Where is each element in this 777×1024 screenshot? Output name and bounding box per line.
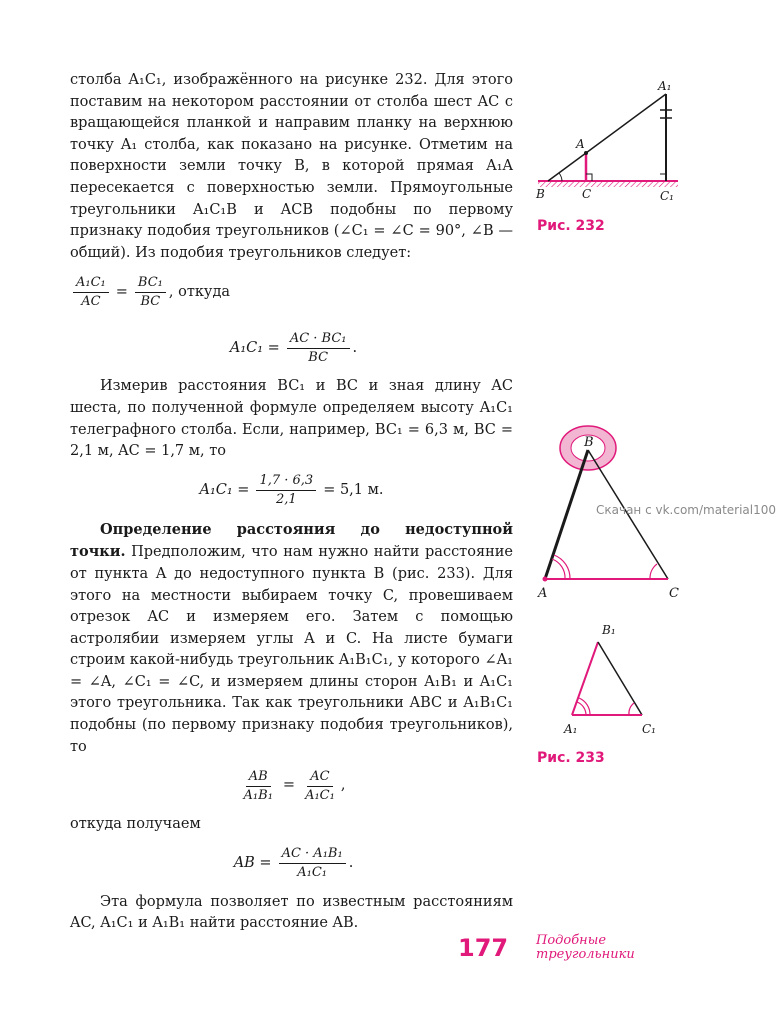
paragraph-5: Эта формула позволяет по известным расстояниям AC, A₁C₁ и A₁B₁ найти расстояние AB. bbox=[70, 893, 513, 932]
label-a1: A₁ bbox=[658, 79, 672, 93]
angle-b-arc bbox=[559, 173, 562, 181]
figure-232 bbox=[530, 78, 690, 208]
numerator: BC₁ bbox=[135, 275, 166, 293]
denominator: BC bbox=[308, 349, 329, 365]
formula-ratio-1 bbox=[70, 264, 513, 320]
formula-suffix: , bbox=[340, 777, 346, 794]
figure-233 bbox=[530, 420, 690, 740]
numerator: AC · BC₁ bbox=[287, 331, 350, 349]
numerator: AB bbox=[246, 769, 271, 787]
denominator: AC bbox=[81, 293, 101, 309]
label-a: A bbox=[538, 586, 548, 601]
formula-distance bbox=[70, 836, 513, 892]
fraction bbox=[241, 769, 276, 804]
equals-sign: = bbox=[115, 283, 128, 300]
paragraph-3-text: Предположим, что нам нужно найти расстояние от пункта A до недоступного пункта B (рис. 233). Для этого на местности выбираем точку C, провешиваем отрезок AC и измеряем его. Затем с помощью астролябии измеряем углы A и C. На листе бумаги строим какой-нибудь треугольник A₁B₁C₁, у которого ∠A₁ = ∠A, ∠C₁ = ∠C, и измеряем длины сторон A₁B₁ и A₁C₁ этого треугольника. Так как треугольники ABC и A₁B₁C₁ подобны (по первому признаку подобия треугольников), то bbox=[70, 544, 513, 755]
page-number: 177 bbox=[458, 934, 509, 962]
formula-height bbox=[70, 320, 513, 376]
main-text bbox=[70, 70, 513, 935]
label-b: B bbox=[536, 187, 545, 201]
numerator: AC · A₁B₁ bbox=[279, 846, 346, 864]
denominator: A₁C₁ bbox=[305, 787, 335, 803]
angle-a-arc bbox=[552, 559, 565, 579]
formula-lhs: AB = bbox=[233, 855, 272, 872]
numerator: A₁C₁ bbox=[73, 275, 109, 293]
label-b1: B₁ bbox=[602, 623, 616, 637]
denominator: A₁B₁ bbox=[243, 787, 273, 803]
caption-fig-233: Рис. 233 bbox=[537, 750, 605, 766]
side-a1b1 bbox=[572, 642, 598, 715]
paragraph-1: столба A₁C₁, изображённого на рисунке 232. Для этого поставим на некотором расстоянии от столба шест AC с вращающейся планкой и направим планку на верхнюю точку A₁ столба, как показано на рисунке. Отметим на поверхности земли точку B, в которой прямая A₁A пересекается с поверхностью земли. Прямоугольные треугольники A₁C₁B и ACB подобны по первому признаку подобия треугольников (∠C₁ = ∠C = 90°, ∠B — общий). Из подобия треугольников следует: bbox=[70, 72, 513, 261]
point-a bbox=[543, 577, 548, 582]
label-a1: A₁ bbox=[564, 722, 578, 736]
angle-c1-arc bbox=[629, 703, 634, 715]
angle-a1-arc bbox=[577, 702, 586, 715]
fraction bbox=[256, 473, 316, 508]
chapter-title-line-2: треугольники bbox=[536, 947, 635, 962]
paragraph-2: Измерив расстояния BC₁ и BC и зная длину AC шеста, по полученной формуле определяем высоту A₁C₁ телеграфного столба. Если, например, BC₁ = 6,3 м, BC = 2,1 м, AC = 1,7 м, то bbox=[70, 378, 513, 460]
label-c1: C₁ bbox=[642, 722, 656, 736]
formula-lhs: A₁C₁ = bbox=[229, 339, 280, 356]
paragraph-4: откуда получаем bbox=[70, 816, 201, 833]
paragraph-3 bbox=[70, 519, 513, 759]
formula-suffix: . bbox=[348, 855, 354, 872]
label-c1: C₁ bbox=[660, 189, 674, 203]
equals-sign: = bbox=[282, 777, 296, 794]
fraction bbox=[73, 275, 109, 310]
side-ab bbox=[545, 450, 588, 579]
chapter-title bbox=[536, 934, 635, 962]
side-b1c1 bbox=[598, 642, 642, 715]
angle-a1-arc bbox=[579, 698, 590, 715]
label-b: B bbox=[584, 435, 594, 450]
formula-suffix: , откуда bbox=[168, 283, 231, 300]
section-heading: Определение расстояния до недоступной точки. bbox=[70, 520, 513, 561]
formula-numeric bbox=[70, 463, 513, 519]
formula-suffix: . bbox=[352, 339, 358, 356]
sight-line bbox=[548, 94, 666, 181]
fraction bbox=[135, 275, 166, 310]
label-c: C bbox=[582, 187, 592, 201]
denominator: 2,1 bbox=[275, 492, 297, 508]
numerator: AC bbox=[307, 769, 332, 787]
fraction bbox=[287, 331, 350, 366]
formula-rhs: = 5,1 м. bbox=[323, 481, 384, 498]
fraction bbox=[302, 769, 338, 804]
chapter-title-line-1: Подобные bbox=[536, 933, 607, 948]
label-a: A bbox=[576, 137, 585, 151]
label-c: C bbox=[669, 586, 679, 601]
watermark: Скачан с vk.com/material100 bbox=[596, 503, 777, 517]
formula-ratio-2 bbox=[70, 758, 513, 814]
angle-c-arc bbox=[650, 564, 657, 579]
numerator: 1,7 · 6,3 bbox=[256, 473, 316, 491]
formula-lhs: A₁C₁ = bbox=[199, 481, 250, 498]
fraction bbox=[279, 846, 346, 881]
point-a-marker bbox=[584, 151, 588, 155]
denominator: A₁C₁ bbox=[297, 865, 328, 881]
denominator: BC bbox=[140, 293, 161, 309]
caption-fig-232: Рис. 232 bbox=[537, 218, 605, 234]
